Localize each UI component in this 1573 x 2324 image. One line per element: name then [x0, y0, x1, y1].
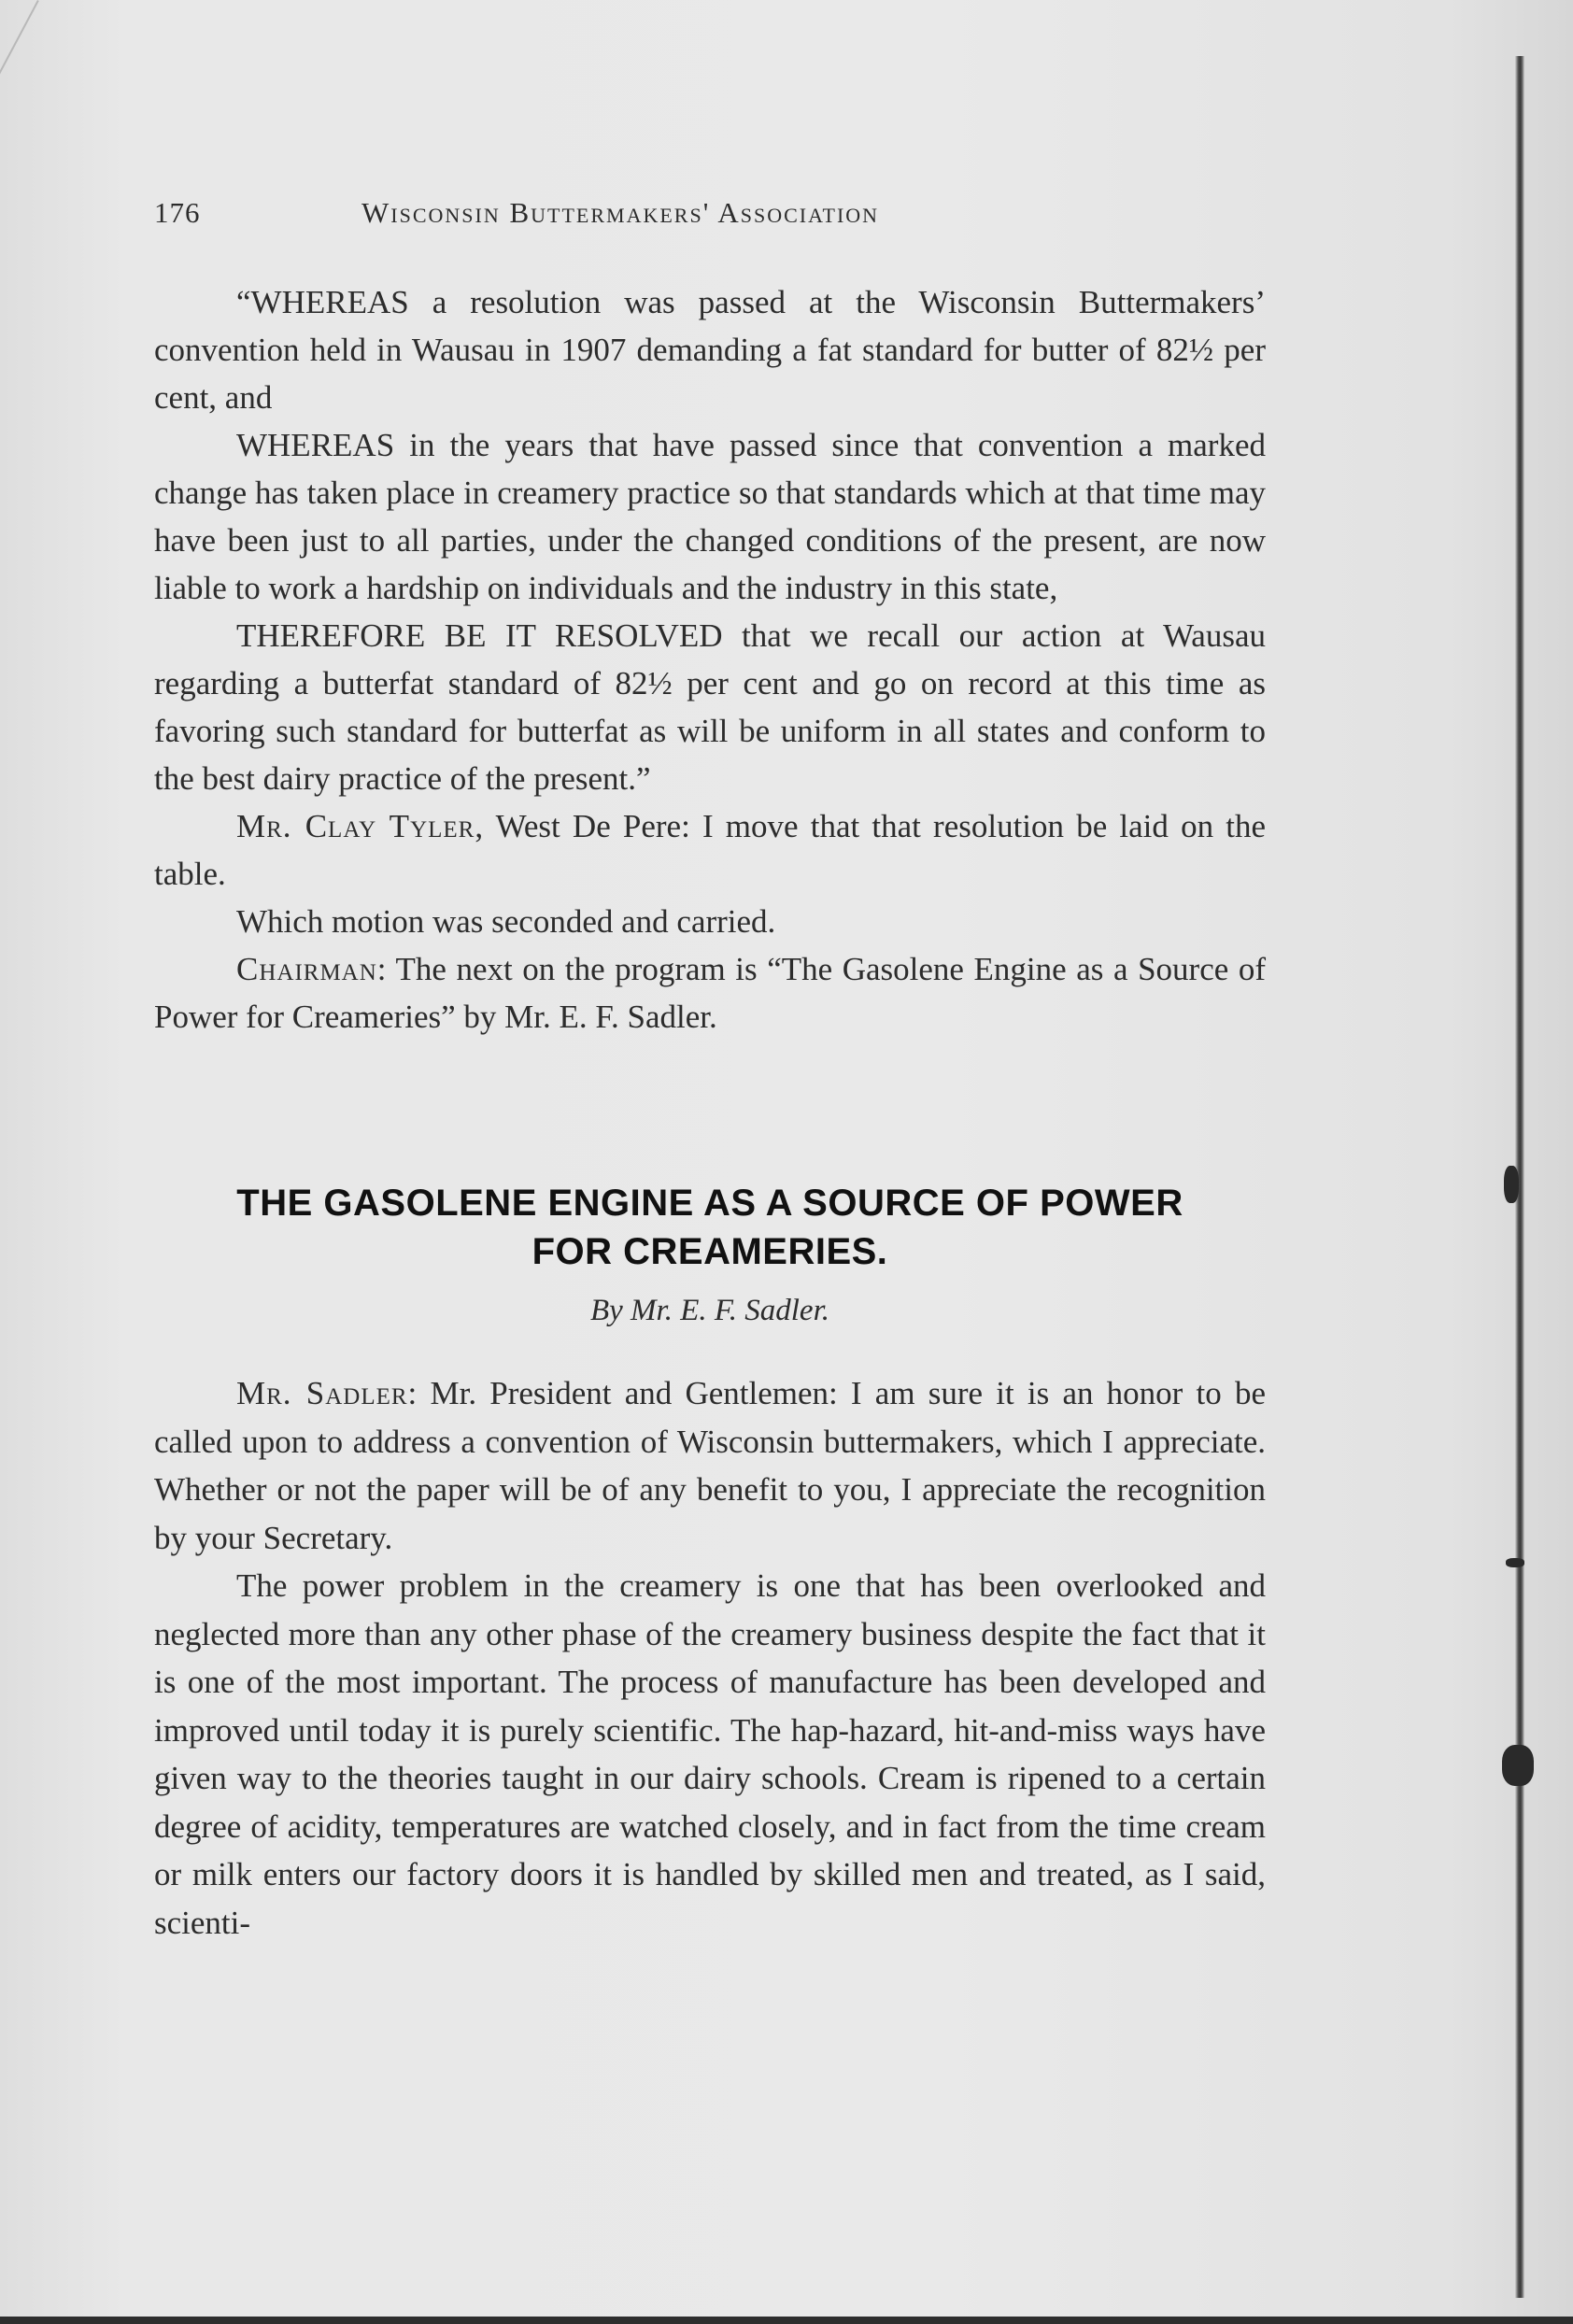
- sadler-text: : Mr. President and Gentlemen: I am sure it is an honor to be called upon to address a convention of Wisconsin buttermakers, which I appreciate. Whether or not the paper will be of any benefit to you, I appreciate the recognition by your Secretary.: [154, 1375, 1266, 1556]
- bottom-edge: [0, 2317, 1573, 2324]
- sadler-paragraph-1: [154, 1369, 1266, 1562]
- running-head: [154, 196, 1266, 243]
- sadler-paragraph-2: The power problem in the creamery is one that has been overlooked and neglected more than any other phase of the creamery business despite the fact that it is one of the most important. The process of manufacture has been developed and improved until today it is purely scientific. The hap-hazard, hit-and-miss ways have given way to the theories taught in our dairy schools. Cream is ripened to a certain degree of acidity, temperatures are watched closely, and in fact from the time cream or milk enters our factory doors it is handled by skilled men and treated, as I said, scienti-: [154, 1567, 1266, 1941]
- speaker-name: Mr. Clay Tyler,: [236, 808, 485, 844]
- chairman-paragraph: [154, 945, 1266, 1041]
- speaker-name: Mr. Sadler: [236, 1375, 408, 1411]
- whereas-paragraph-2: WHEREAS in the years that have passed since that convention a marked change has taken place in creamery practice so that standards which at that time may have been just to all parties, under the changed conditions of the present, are now liable to work a hardship on individuals and the industry in this state,: [154, 427, 1266, 606]
- running-title: Wisconsin Buttermakers' Association: [361, 196, 880, 229]
- motion-paragraph: [154, 802, 1266, 898]
- speaker-name: Chairman: [236, 951, 377, 987]
- spine-mark: [1506, 1558, 1524, 1567]
- seconded-paragraph: Which motion was seconded and carried.: [236, 903, 776, 940]
- article-title-line-1: THE GASOLENE ENGINE AS A SOURCE OF POWER: [236, 1183, 1183, 1224]
- page-number: 176: [154, 196, 201, 229]
- article-body: [154, 1369, 1266, 1947]
- corner-mark: [0, 0, 39, 141]
- byline: By Mr. E. F. Sadler.: [589, 1294, 830, 1327]
- spine-mark: [1502, 1745, 1534, 1786]
- article-title: [154, 1179, 1266, 1276]
- article-title-line-2: FOR CREAMERIES.: [531, 1231, 888, 1272]
- spine-mark: [1504, 1166, 1519, 1203]
- motion-text: West De Pere: I move that that resolution be laid on the table.: [154, 808, 1266, 892]
- whereas-paragraph-1: “WHEREAS a resolution was passed at the Wisconsin Buttermakers’ convention held in Wausau in 1907 demanding a fat standard for butter of 82½ per cent, and: [154, 284, 1266, 416]
- resolution-section: [154, 278, 1266, 1041]
- resolved-paragraph: THEREFORE BE IT RESOLVED that we recall our action at Wausau regarding a butterfat standard of 82½ per cent and go on record at this time as favoring such standard for butterfat as will be uniform in all states and conform to the best dairy practice of the present.”: [154, 617, 1266, 797]
- chairman-text: : The next on the program is “The Gasolene Engine as a Source of Power for Creameries” by Mr. E. F. Sadler.: [154, 951, 1266, 1035]
